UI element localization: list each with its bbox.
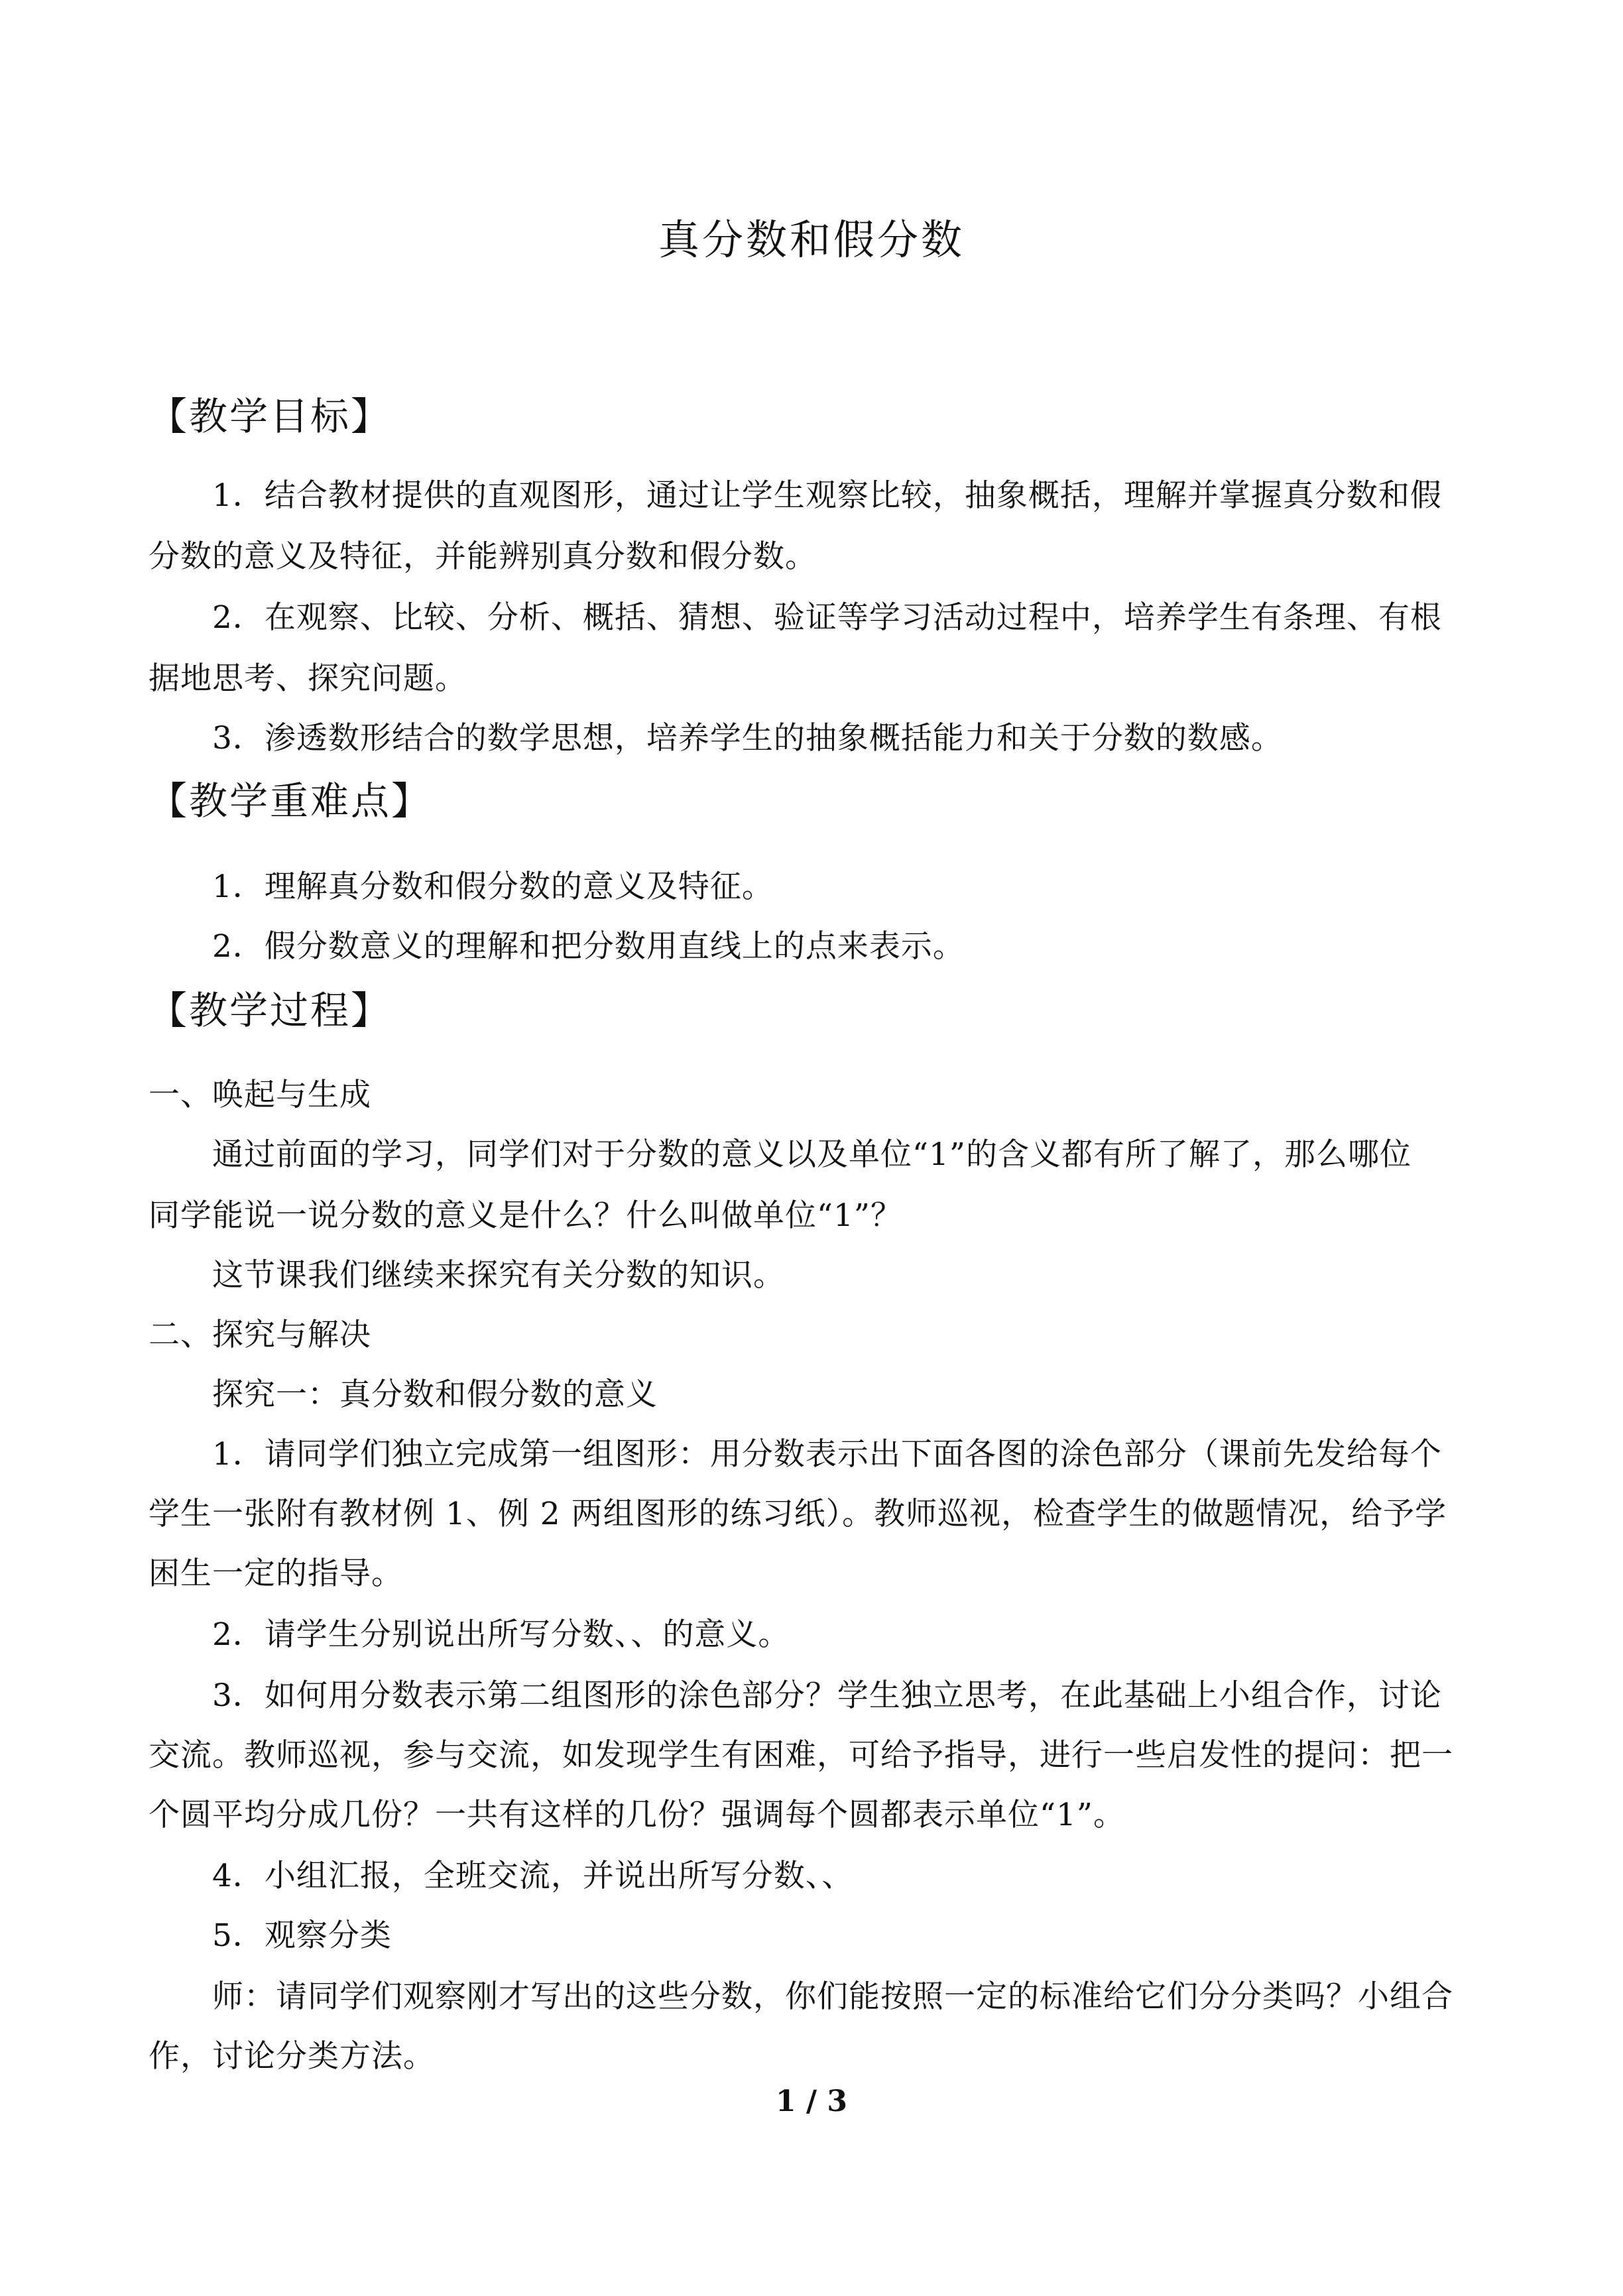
process-line-6: 学生一张附有教材例 1、例 2 两组图形的练习纸）。教师巡视，检查学生的做题情况，给予学 [149, 1496, 1447, 1532]
objectives-line-1: 1．结合教材提供的直观图形，通过让学生观察比较，抽象概括，理解并掌握真分数和假 [212, 477, 1442, 514]
objectives-line-3: 2．在观察、比较、分析、概括、猜想、验证等学习活动过程中，培养学生有条理、有根 [212, 599, 1442, 636]
process-line-10: 交流。教师巡视，参与交流，如发现学生有困难，可给予指导，进行一些启发性的提问：把一 [149, 1737, 1453, 1774]
process-line-15: 作，讨论分类方法。 [149, 2038, 435, 2075]
process-line-2: 同学能说一说分数的意义是什么？什么叫做单位“1”？ [149, 1197, 902, 1234]
section-heading-process: 【教学过程】 [149, 988, 392, 1033]
process-line-7: 困生一定的指导。 [149, 1555, 403, 1592]
process-line-1: 通过前面的学习，同学们对于分数的意义以及单位“1”的含义都有所了解了，那么哪位 [212, 1136, 1412, 1173]
process-subheading-2: 二、探究与解决 [149, 1317, 371, 1353]
process-line-4: 探究一：真分数和假分数的意义 [212, 1376, 658, 1413]
process-line-5: 1．请同学们独立完成第一组图形：用分数表示出下面各图的涂色部分（课前先发给每个 [212, 1436, 1442, 1473]
process-line-3: 这节课我们继续来探究有关分数的知识。 [212, 1257, 785, 1294]
page-number: 1 / 3 [776, 2085, 847, 2118]
process-line-8: 2．请学生分别说出所写分数、、的意义。 [212, 1616, 790, 1653]
objectives-line-5: 3．渗透数形结合的数学思想，培养学生的抽象概括能力和关于分数的数感。 [212, 720, 1283, 756]
process-line-9: 3．如何用分数表示第二组图形的涂色部分？学生独立思考，在此基础上小组合作，讨论 [212, 1677, 1442, 1714]
process-subheading-1: 一、唤起与生成 [149, 1077, 371, 1113]
section-heading-keypoints: 【教学重难点】 [149, 778, 432, 823]
keypoints-line-2: 2．假分数意义的理解和把分数用直线上的点来表示。 [212, 928, 965, 965]
process-line-14: 师：请同学们观察刚才写出的这些分数，你们能按照一定的标准给它们分分类吗？小组合 [212, 1978, 1453, 2015]
document-title: 真分数和假分数 [658, 215, 965, 264]
section-heading-objectives: 【教学目标】 [149, 394, 392, 439]
process-line-12: 4．小组汇报，全班交流，并说出所写分数、、 [212, 1858, 854, 1894]
objectives-line-2: 分数的意义及特征，并能辨别真分数和假分数。 [149, 538, 817, 575]
objectives-line-4: 据地思考、探究问题。 [149, 660, 467, 697]
process-line-11: 个圆平均分成几份？一共有这样的几份？强调每个圆都表示单位“1”。 [149, 1797, 1125, 1833]
keypoints-line-1: 1．理解真分数和假分数的意义及特征。 [212, 869, 774, 905]
process-line-13: 5．观察分类 [212, 1917, 392, 1954]
